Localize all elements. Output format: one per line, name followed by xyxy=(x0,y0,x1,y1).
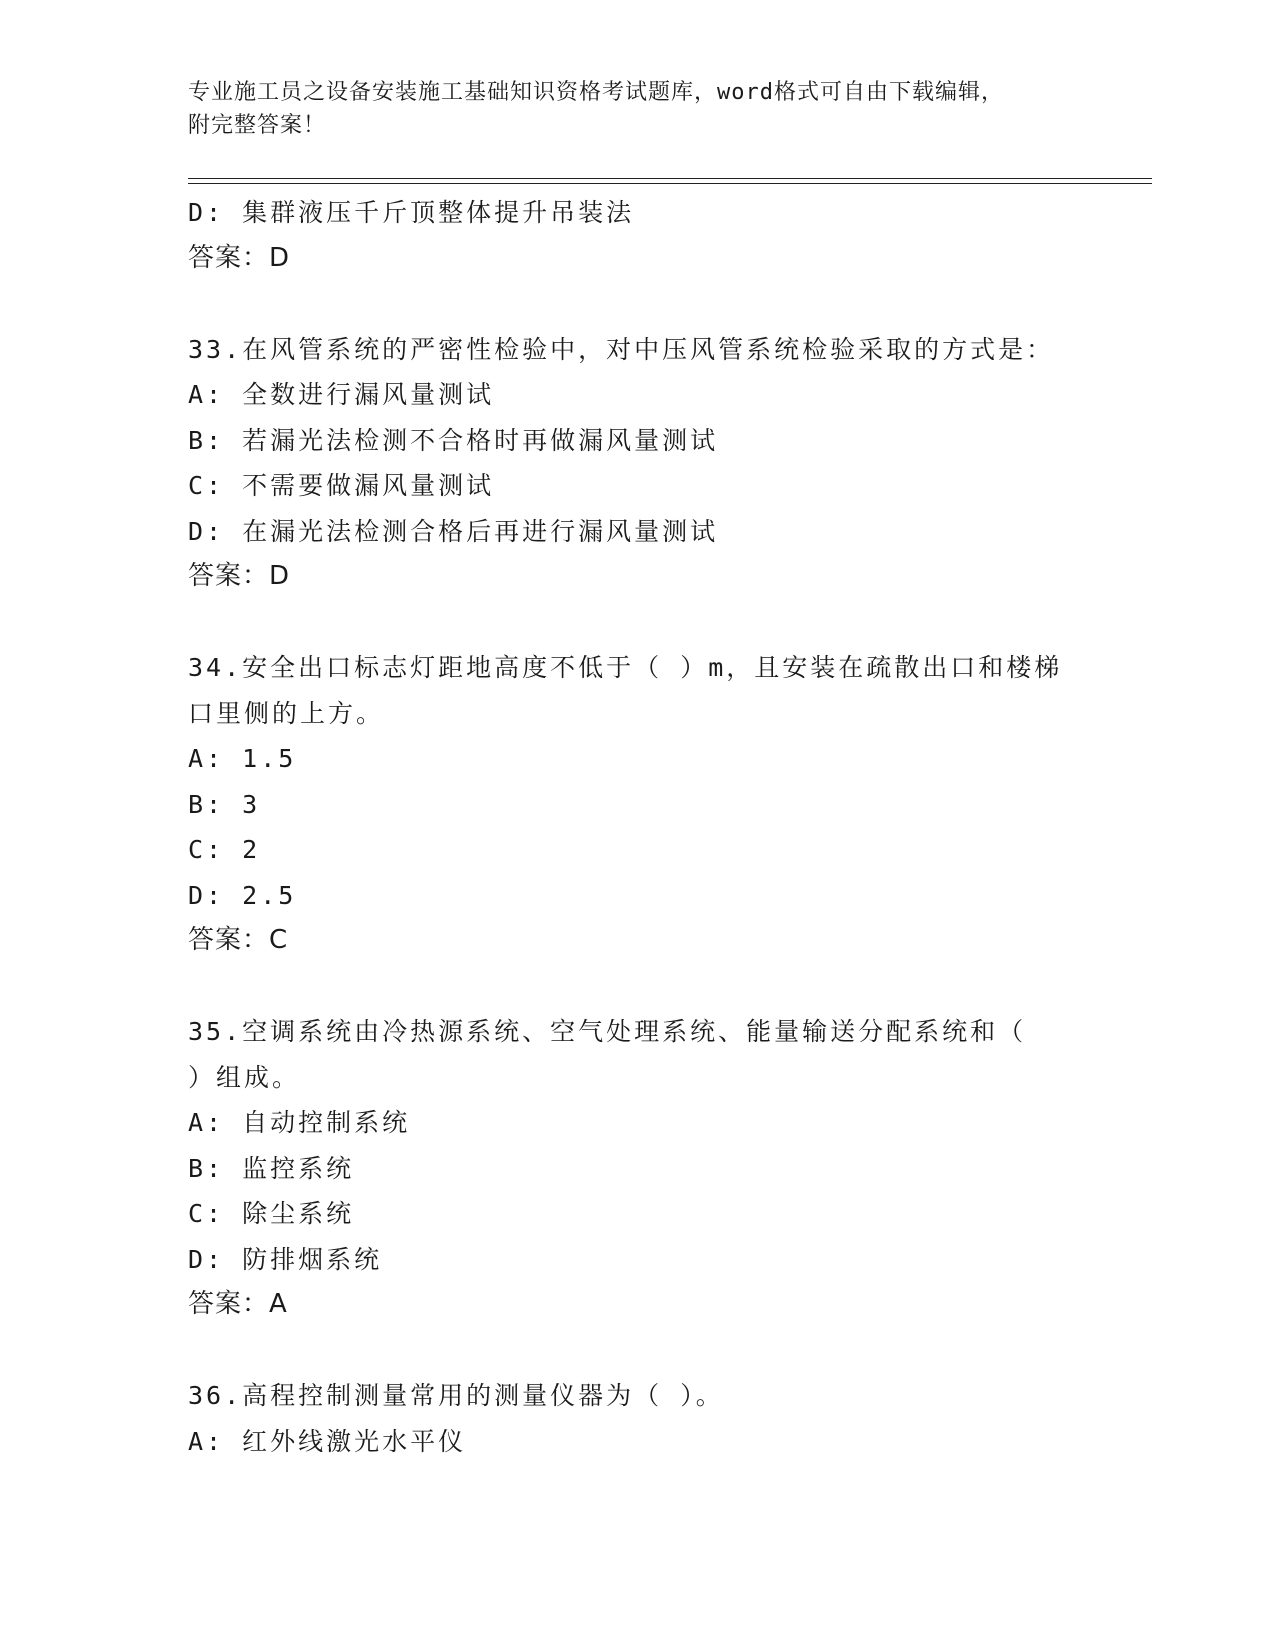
header-line-1: 专业施工员之设备安装施工基础知识资格考试题库，word格式可自由下载编辑， xyxy=(188,80,1004,105)
option-b: B: 若漏光法检测不合格时再做漏风量测试 xyxy=(188,425,719,455)
question-33 xyxy=(188,327,1088,600)
answer-line: 答案：C xyxy=(188,925,289,955)
option-a: A: 全数进行漏风量测试 xyxy=(188,380,495,409)
option-a: A: 自动控制系统 xyxy=(188,1108,411,1137)
header-divider-top xyxy=(188,178,1152,179)
answer-line: 答案：A xyxy=(188,1289,288,1319)
question-stem-line-1: 35.空调系统由冷热源系统、空气处理系统、能量输送分配系统和（ xyxy=(188,1017,1027,1046)
answer-line: 答案：D xyxy=(188,561,291,591)
option-d: D: 集群液压千斤顶整体提升吊装法 xyxy=(188,198,635,227)
option-d: D: 2.5 xyxy=(188,880,297,910)
option-d: D: 防排烟系统 xyxy=(188,1244,383,1274)
question-stem-line-2: ）组成。 xyxy=(188,1062,301,1092)
answer-line: 答案：D xyxy=(188,242,291,273)
question-list xyxy=(188,190,1088,1464)
option-c: C: 除尘系统 xyxy=(188,1199,355,1228)
question-34 xyxy=(188,645,1088,964)
question-stem: 36.高程控制测量常用的测量仪器为（ ）。 xyxy=(188,1381,724,1410)
question-stem-line-1: 34.安全出口标志灯距地高度不低于（ ）m，且安装在疏散出口和楼梯 xyxy=(188,653,1063,682)
option-a: A: 红外线激光水平仪 xyxy=(188,1426,467,1456)
header-line-2: 附完整答案！ xyxy=(188,113,327,138)
question-stem: 33.在风管系统的严密性检验中，对中压风管系统检验采取的方式是： xyxy=(188,334,1055,364)
option-c: C: 2 xyxy=(188,835,261,864)
document-header xyxy=(188,76,1068,142)
question-stem-line-2: 口里侧的上方。 xyxy=(188,698,385,728)
question-36 xyxy=(188,1373,1088,1464)
option-a: A: 1.5 xyxy=(188,744,297,773)
header-divider-bottom xyxy=(188,183,1152,184)
option-c: C: 不需要做漏风量测试 xyxy=(188,471,495,500)
option-b: B: 监控系统 xyxy=(188,1153,355,1183)
option-b: B: 3 xyxy=(188,789,261,819)
question-35 xyxy=(188,1009,1088,1328)
option-d: D: 在漏光法检测合格后再进行漏风量测试 xyxy=(188,516,719,546)
